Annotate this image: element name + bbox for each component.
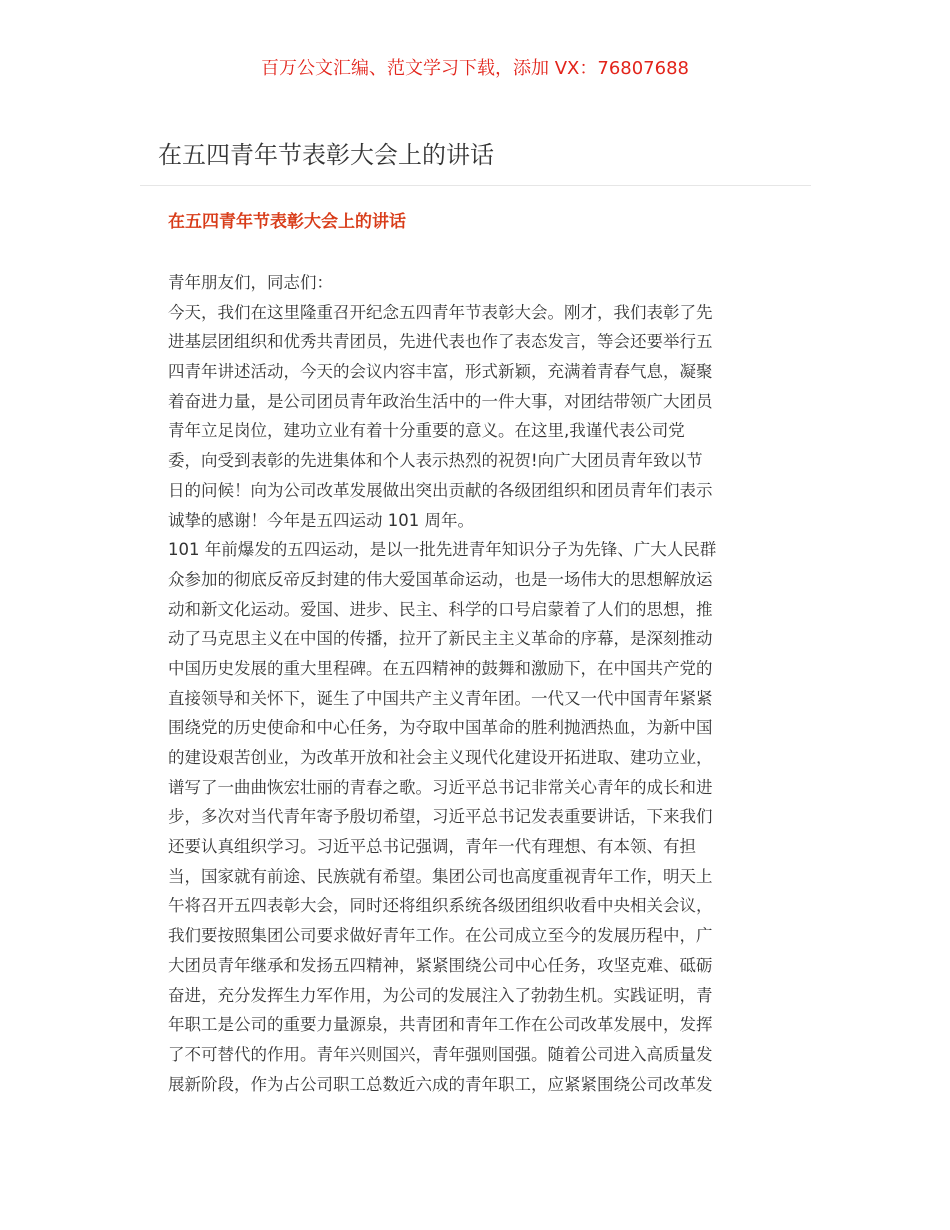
paragraph-line: 步，多次对当代青年寄予殷切希望，习近平总书记发表重要讲话，下来我们 — [168, 807, 713, 827]
paragraph-line: 了不可替代的作用。青年兴则国兴，青年强则国强。随着公司进入高质量发 — [168, 1044, 713, 1064]
paragraph-line: 进基层团组织和优秀共青团员，先进代表也作了表态发言，等会还要举行五 — [168, 332, 713, 352]
article-body — [168, 268, 780, 1099]
promo-banner: 百万公文汇编、范文学习下载，添加 VX：76807688 — [261, 58, 689, 79]
paragraph-line: 年职工是公司的重要力量源泉，共青团和青年工作在公司改革发展中，发挥 — [168, 1015, 713, 1035]
paragraph-line: 的建设艰苦创业，为改革开放和社会主义现代化建设开拓进取、建功立业， — [168, 748, 713, 767]
paragraph-line: 青年立足岗位，建功立业有着十分重要的意义。在这里,我谨代表公司党 — [168, 421, 685, 441]
paragraph-line: 委，向受到表彰的先进集体和个人表示热烈的祝贺!向广大团员青年致以节 — [168, 451, 703, 471]
paragraph-line: 展新阶段，作为占公司职工总数近六成的青年职工，应紧紧围绕公司改革发 — [168, 1074, 713, 1094]
paragraph-line: 101 年前爆发的五四运动，是以一批先进青年知识分子为先锋、广大人民群 — [168, 540, 717, 560]
paragraph-line: 日的问候！向为公司改革发展做出突出贡献的各级团组织和团员青年们表示 — [168, 480, 713, 500]
paragraph-line: 动和新文化运动。爱国、进步、民主、科学的口号启蒙着了人们的思想，推 — [168, 599, 713, 619]
page-title: 在五四青年节表彰大会上的讲话 — [158, 141, 494, 169]
paragraph-line: 当，国家就有前途、民族就有希望。集团公司也高度重视青年工作，明天上 — [168, 866, 713, 886]
paragraph-line: 午将召开五四表彰大会，同时还将组织系统各级团组织收看中央相关会议， — [168, 896, 713, 916]
paragraph-line: 着奋进力量，是公司团员青年政治生活中的一件大事，对团结带领广大团员 — [168, 391, 713, 411]
paragraph-line: 我们要按照集团公司要求做好青年工作。在公司成立至今的发展历程中，广 — [168, 926, 713, 946]
paragraph-line: 今天，我们在这里隆重召开纪念五四青年节表彰大会。刚才，我们表彰了先 — [168, 302, 713, 322]
title-divider — [140, 185, 811, 186]
paragraph-line: 还要认真组织学习。习近平总书记强调，青年一代有理想、有本领、有担 — [168, 837, 696, 857]
paragraph-line: 四青年讲述活动，今天的会议内容丰富，形式新颖，充满着青春气息，凝聚 — [168, 362, 713, 382]
paragraph-line: 中国历史发展的重大里程碑。在五四精神的鼓舞和激励下，在中国共产党的 — [168, 658, 713, 678]
paragraph-line: 青年朋友们，同志们： — [168, 273, 333, 292]
paragraph-line: 直接领导和关怀下，诞生了中国共产主义青年团。一代又一代中国青年紧紧 — [168, 688, 713, 708]
paragraph-line: 动了马克思主义在中国的传播，拉开了新民主主义革命的序幕，是深刻推动 — [168, 629, 713, 649]
paragraph-line: 众参加的彻底反帝反封建的伟大爱国革命运动，也是一场伟大的思想解放运 — [168, 569, 713, 589]
article-heading: 在五四青年节表彰大会上的讲话 — [168, 212, 406, 232]
paragraph-line: 谱写了一曲曲恢宏壮丽的青春之歌。习近平总书记非常关心青年的成长和进 — [168, 777, 713, 797]
paragraph-line: 大团员青年继承和发扬五四精神，紧紧围绕公司中心任务，攻坚克难、砥砺 — [168, 955, 713, 975]
paragraph-line: 诚挚的感谢！今年是五四运动 101 周年。 — [168, 510, 474, 530]
paragraph-line: 围绕党的历史使命和中心任务，为夺取中国革命的胜利抛洒热血，为新中国 — [168, 718, 713, 738]
paragraph-line: 奋进，充分发挥生力军作用，为公司的发展注入了勃勃生机。实践证明，青 — [168, 985, 713, 1005]
